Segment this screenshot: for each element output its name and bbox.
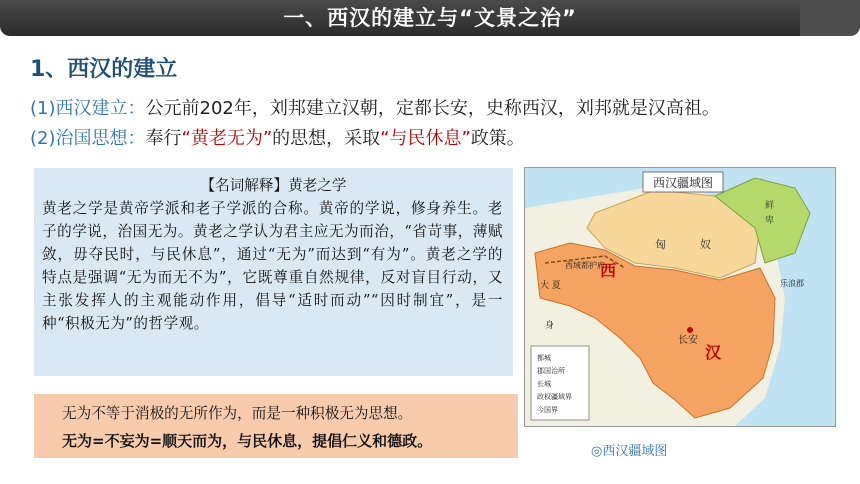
legend-capital: 都城 — [537, 354, 551, 362]
glossary-box — [34, 168, 513, 376]
map-label-xianbei-1: 鲜 — [765, 201, 775, 211]
point-founding-text: 公元前202年，刘邦建立汉朝，定都长安，史称西汉，刘邦就是汉高祖。 — [145, 98, 720, 119]
term-yumin-xiuxi: “与民休息” — [380, 128, 471, 149]
point-governance-mid: 的思想，采取 — [272, 128, 381, 149]
map-label-xiongnu-2: 奴 — [700, 238, 711, 251]
capital-changan-marker — [687, 327, 693, 333]
map-graphic — [525, 168, 835, 426]
han-territory-map — [524, 167, 836, 427]
note-line-1: 无为不等于消极的无所作为，而是一种积极无为思想。 — [62, 405, 413, 422]
glossary-body: 黄老之学是黄帝学派和老子学派的合称。黄帝的学说，修身养生。老子的学说，治国无为。黄老之学认为君主应无为而治，“省苛事，薄赋敛，毋夺民时，与民休息”，通过“无为”而达到“有为”。黄老之学的特点是强调“无为而无不为”，它既尊重自然规律，反对盲目行动，又主张发挥人的主观能动作用，倡导“适时而动”“因时制宜”，是一种“积极无为”的哲学观。 — [42, 200, 503, 332]
map-label-dayue: 大 夏 — [540, 281, 561, 291]
legend-border: 政权疆域界 — [537, 393, 572, 401]
point-founding-label: (1)西汉建立： — [30, 98, 146, 119]
map-label-changan: 长安 — [678, 335, 698, 346]
map-label-ledu: 乐浪郡 — [780, 279, 804, 288]
point-governance-post: 政策。 — [470, 128, 525, 149]
point-governance-pre: 奉行 — [145, 128, 182, 149]
point-founding — [30, 94, 720, 120]
term-huanglao: “黄老无为” — [181, 128, 273, 149]
note-box — [34, 394, 518, 458]
point-governance — [30, 124, 525, 150]
map-caption: ◎西汉疆域图 — [591, 444, 668, 459]
map-label-han: 汉 — [705, 343, 722, 362]
glossary-heading: 【名词解释】黄老之学 — [200, 177, 347, 194]
note-line-2: 无为=不妄为=顺天而为，与民休息，提倡仁义和德政。 — [62, 432, 433, 450]
map-title: 西汉疆域图 — [652, 176, 714, 190]
map-label-xiyu: 西域都护府 — [565, 261, 605, 270]
map-label-xianbei-2: 卑 — [765, 216, 775, 226]
map-label-xiongnu-1: 匈 — [655, 238, 666, 251]
map-label-xi: 西 — [600, 261, 617, 280]
page-title: 一、西汉的建立与“文景之治” — [283, 6, 577, 30]
legend-great-wall: 长城 — [537, 380, 551, 388]
point-governance-label: (2)治国思想： — [30, 128, 146, 149]
section-heading: 1、西汉的建立 — [30, 57, 178, 82]
map-label-shen: 身 — [545, 321, 555, 331]
legend-commandery: 郡国治所 — [537, 367, 565, 375]
legend-modern-border: 今国界 — [537, 406, 558, 414]
